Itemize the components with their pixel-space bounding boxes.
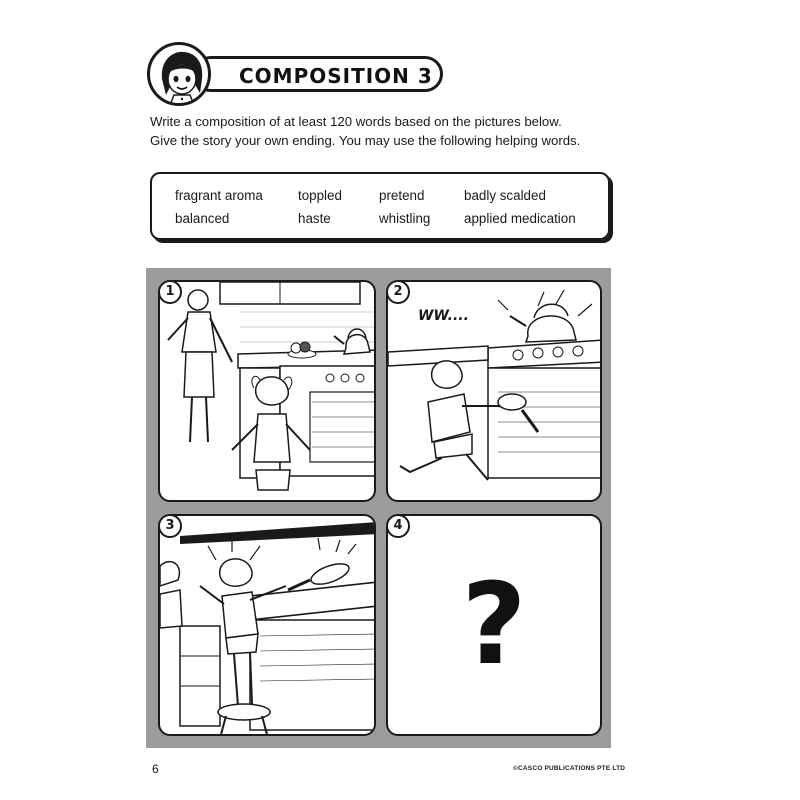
kettle-icon: [334, 329, 370, 354]
helping-word: whistling: [379, 211, 431, 226]
panel-number: 3: [158, 514, 182, 538]
question-mark: ?: [461, 560, 527, 690]
frying-pan-icon: [288, 538, 356, 590]
picture-grid: [146, 268, 611, 748]
kettle-icon: [498, 290, 592, 342]
panel-number: 4: [386, 514, 410, 538]
page-title: COMPOSITION 3: [239, 64, 433, 88]
kitchen-scene-1-illustration: [160, 282, 376, 502]
helping-word: balanced: [175, 211, 230, 226]
girl-avatar-icon: [147, 42, 211, 106]
kitchen-scene-2-illustration: [388, 282, 602, 502]
helping-words-box: [150, 172, 610, 240]
helping-word: haste: [298, 211, 331, 226]
helping-word: pretend: [379, 188, 425, 203]
page-number: 6: [152, 762, 159, 776]
picture-panel-1: [158, 280, 376, 502]
instruction-line-1: Write a composition of at least 120 words based on the pictures below.: [150, 114, 562, 129]
helping-word: badly scalded: [464, 188, 546, 203]
helping-word: toppled: [298, 188, 342, 203]
instruction-line-2: Give the story your own ending. You may use the following helping words.: [150, 133, 581, 148]
worksheet-page: [120, 20, 680, 790]
helping-word: applied medication: [464, 211, 576, 226]
picture-panel-2: [386, 280, 602, 502]
title-banner: [147, 42, 444, 104]
picture-panel-4: [386, 514, 602, 736]
whistle-sound-text: WW....: [418, 308, 469, 324]
copyright-notice: ©CASCO PUBLICATIONS PTE LTD: [513, 765, 626, 772]
helping-word: fragrant aroma: [175, 188, 263, 203]
picture-panel-3: [158, 514, 376, 736]
panel-number: 2: [386, 280, 410, 304]
kitchen-scene-3-illustration: [160, 516, 376, 736]
panel-number: 1: [158, 280, 182, 304]
instructions: [150, 112, 620, 150]
